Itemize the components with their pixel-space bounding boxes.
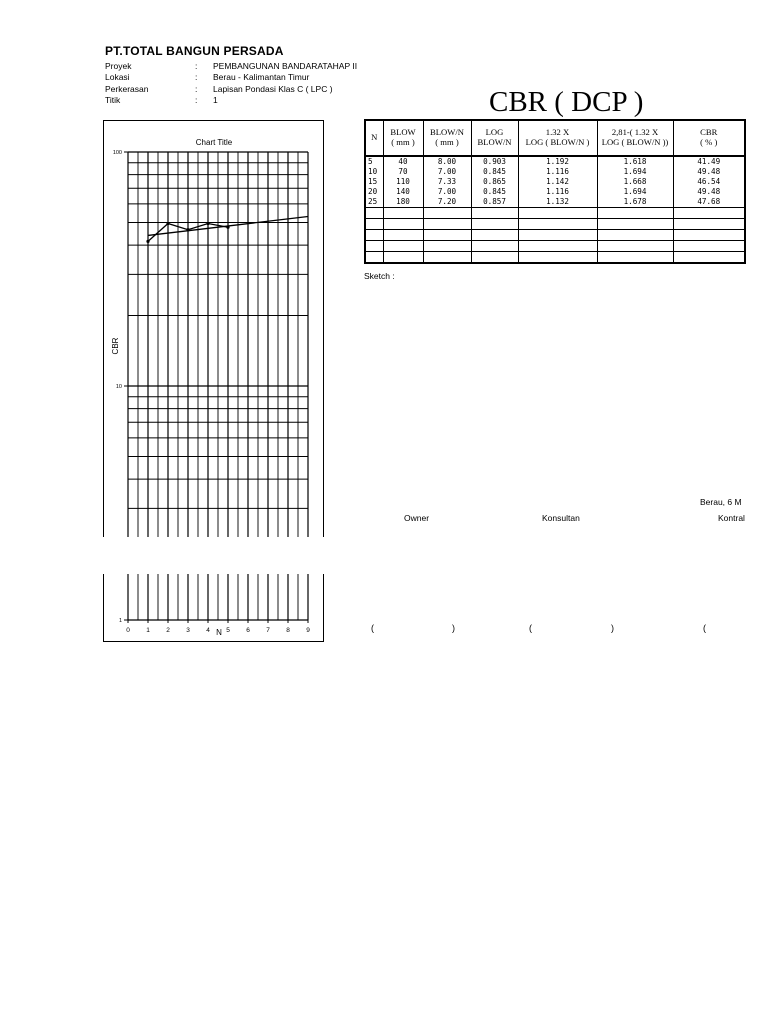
table-cell: 40 — [383, 156, 423, 167]
chart-x-tick-label: 0 — [126, 627, 130, 634]
table-row — [365, 156, 745, 167]
table-cell-empty — [365, 219, 383, 230]
chart-y-tick-label: 100 — [112, 150, 122, 156]
table-cell: 110 — [383, 177, 423, 187]
chart-x-tick-label: 3 — [186, 627, 190, 634]
table-cell-empty — [365, 230, 383, 241]
header-line: N — [371, 132, 378, 143]
table-cell-empty — [365, 241, 383, 252]
header-line: ( mm ) — [391, 137, 415, 147]
table-cell: 180 — [383, 197, 423, 208]
info-label: Proyek — [105, 61, 132, 71]
table-cell-empty — [471, 208, 518, 219]
signature-kontraktor: Kontral — [718, 513, 745, 523]
chart-x-tick-label: 1 — [146, 627, 150, 634]
table-cell: 1.668 — [597, 177, 673, 187]
table-cell: 7.33 — [423, 177, 471, 187]
table-cell-empty — [673, 219, 745, 230]
info-colon: : — [195, 84, 198, 94]
company-name: PT.TOTAL BANGUN PERSADA — [105, 44, 284, 58]
table-row-empty — [365, 241, 745, 252]
table-cell-empty — [383, 252, 423, 264]
chart-x-tick-label: 2 — [166, 627, 170, 634]
table-row-empty — [365, 252, 745, 264]
table-cell: 41.49 — [673, 156, 745, 167]
info-value: Lapisan Pondasi Klas C ( LPC ) — [213, 84, 333, 94]
header-line: LOG — [485, 127, 504, 138]
chart-data-point — [206, 222, 209, 225]
table-cell: 1.116 — [518, 167, 597, 177]
header-line: LOG ( BLOW/N ) — [525, 137, 590, 147]
table-cell-empty — [423, 230, 471, 241]
header-cell-132x — [518, 120, 597, 156]
chart-data-point — [146, 240, 149, 243]
table-cell: 0.865 — [471, 177, 518, 187]
table-cell-empty — [597, 252, 673, 264]
info-value: Berau - Kalimantan Timur — [213, 72, 310, 82]
table-cell: 25 — [365, 197, 383, 208]
table-cell: 1.142 — [518, 177, 597, 187]
table-row — [365, 167, 745, 177]
table-cell-empty — [383, 208, 423, 219]
table-cell-empty — [673, 252, 745, 264]
chart-x-tick-label: 8 — [286, 627, 290, 634]
chart-x-axis-label: N — [216, 628, 222, 637]
sketch-label: Sketch : — [364, 271, 395, 281]
table-cell: 49.48 — [673, 187, 745, 197]
chart-x-tick-label: 4 — [206, 627, 210, 634]
header-line: CBR — [700, 127, 718, 138]
table-row-empty — [365, 219, 745, 230]
table-cell-empty — [383, 230, 423, 241]
header-line: BLOW/N — [477, 137, 512, 147]
chart-x-tick-label: 7 — [266, 627, 270, 634]
table-cell: 1.678 — [597, 197, 673, 208]
table-cell: 0.845 — [471, 167, 518, 177]
table-cell-empty — [365, 208, 383, 219]
table-cell-empty — [597, 219, 673, 230]
header-cell-n — [365, 120, 383, 156]
chart-title: Chart Title — [195, 138, 233, 147]
table-cell-empty — [471, 252, 518, 264]
info-colon: : — [195, 61, 198, 71]
chart-x-tick-label: 9 — [306, 627, 310, 634]
table-cell-empty — [518, 241, 597, 252]
chart-y-tick-label: 1 — [118, 618, 122, 624]
info-label: Titik — [105, 95, 121, 105]
table-cell-empty — [597, 230, 673, 241]
table-cell: 20 — [365, 187, 383, 197]
table-cell-empty — [673, 241, 745, 252]
table-cell-empty — [471, 230, 518, 241]
table-cell-empty — [423, 241, 471, 252]
table-cell-empty — [365, 252, 383, 264]
chart-y-axis-label: CBR — [111, 337, 120, 355]
page-title: CBR ( DCP ) — [489, 86, 644, 118]
table-cell: 7.20 — [423, 197, 471, 208]
table-cell: 0.857 — [471, 197, 518, 208]
table-cell: 1.694 — [597, 167, 673, 177]
info-colon: : — [195, 95, 198, 105]
table-row — [365, 187, 745, 197]
table-cell: 1.192 — [518, 156, 597, 167]
table-cell: 7.00 — [423, 187, 471, 197]
table-cell-empty — [518, 252, 597, 264]
table-cell-empty — [597, 241, 673, 252]
header-line: 1.32 X — [545, 127, 570, 138]
info-label: Lokasi — [105, 72, 130, 82]
header-cell-cbr — [673, 120, 745, 156]
table-cell-empty — [597, 208, 673, 219]
table-cell: 8.00 — [423, 156, 471, 167]
table-row — [365, 177, 745, 187]
header-line: BLOW/N — [430, 127, 464, 138]
table-cell: 1.618 — [597, 156, 673, 167]
table-cell: 1.132 — [518, 197, 597, 208]
header-cell-blow — [383, 120, 423, 156]
signature-paren-open: ( — [371, 623, 374, 633]
table-cell-empty — [518, 230, 597, 241]
table-cell-empty — [673, 208, 745, 219]
table-cell-empty — [423, 219, 471, 230]
table-cell-empty — [423, 252, 471, 264]
table-cell: 1.694 — [597, 187, 673, 197]
chart-x-tick-label: 5 — [226, 627, 230, 634]
chart-x-tick-label: 6 — [246, 627, 250, 634]
header-line: ( mm ) — [435, 137, 459, 147]
table-cell: 0.903 — [471, 156, 518, 167]
table-row-empty — [365, 208, 745, 219]
table-cell: 1.116 — [518, 187, 597, 197]
info-value: PEMBANGUNAN BANDARATAHAP II — [213, 61, 358, 71]
table-cell-empty — [383, 241, 423, 252]
signature-paren-close: ) — [611, 623, 614, 633]
table-cell: 0.845 — [471, 187, 518, 197]
table-cell: 46.54 — [673, 177, 745, 187]
table-cell: 5 — [365, 156, 383, 167]
signature-konsultan: Konsultan — [542, 513, 580, 523]
table-cell-empty — [383, 219, 423, 230]
info-colon: : — [195, 72, 198, 82]
table-cell: 140 — [383, 187, 423, 197]
header-line: 2,81-( 1.32 X — [611, 127, 659, 138]
table-cell-empty — [423, 208, 471, 219]
table-cell: 47.68 — [673, 197, 745, 208]
table-cell-empty — [673, 230, 745, 241]
header-line: ( % ) — [700, 137, 718, 147]
signature-paren-open: ( — [529, 623, 532, 633]
table-cell: 7.00 — [423, 167, 471, 177]
info-value: 1 — [213, 95, 218, 105]
chart-data-point — [166, 222, 169, 225]
chart-break-gap — [103, 537, 326, 574]
header-cell-log — [471, 120, 518, 156]
header-cell-blow-n — [423, 120, 471, 156]
signature-paren-close: ) — [452, 623, 455, 633]
info-label: Perkerasan — [105, 84, 149, 94]
chart-y-tick-label: 10 — [115, 384, 122, 390]
header-line: LOG ( BLOW/N )) — [601, 137, 669, 147]
table-cell: 49.48 — [673, 167, 745, 177]
table-header-row — [365, 120, 745, 156]
place-date: Berau, 6 M — [700, 497, 742, 507]
signature-owner: Owner — [404, 513, 430, 523]
table-cell-empty — [471, 219, 518, 230]
table-row-empty — [365, 230, 745, 241]
table-cell: 15 — [365, 177, 383, 187]
cbr-data-table — [364, 119, 746, 264]
table-cell-empty — [518, 219, 597, 230]
table-row — [365, 197, 745, 208]
header-cell-281 — [597, 120, 673, 156]
signature-paren-open: ( — [703, 623, 706, 633]
table-cell: 70 — [383, 167, 423, 177]
table-cell: 10 — [365, 167, 383, 177]
header-line: BLOW — [390, 127, 416, 138]
table-cell-empty — [471, 241, 518, 252]
table-cell-empty — [518, 208, 597, 219]
